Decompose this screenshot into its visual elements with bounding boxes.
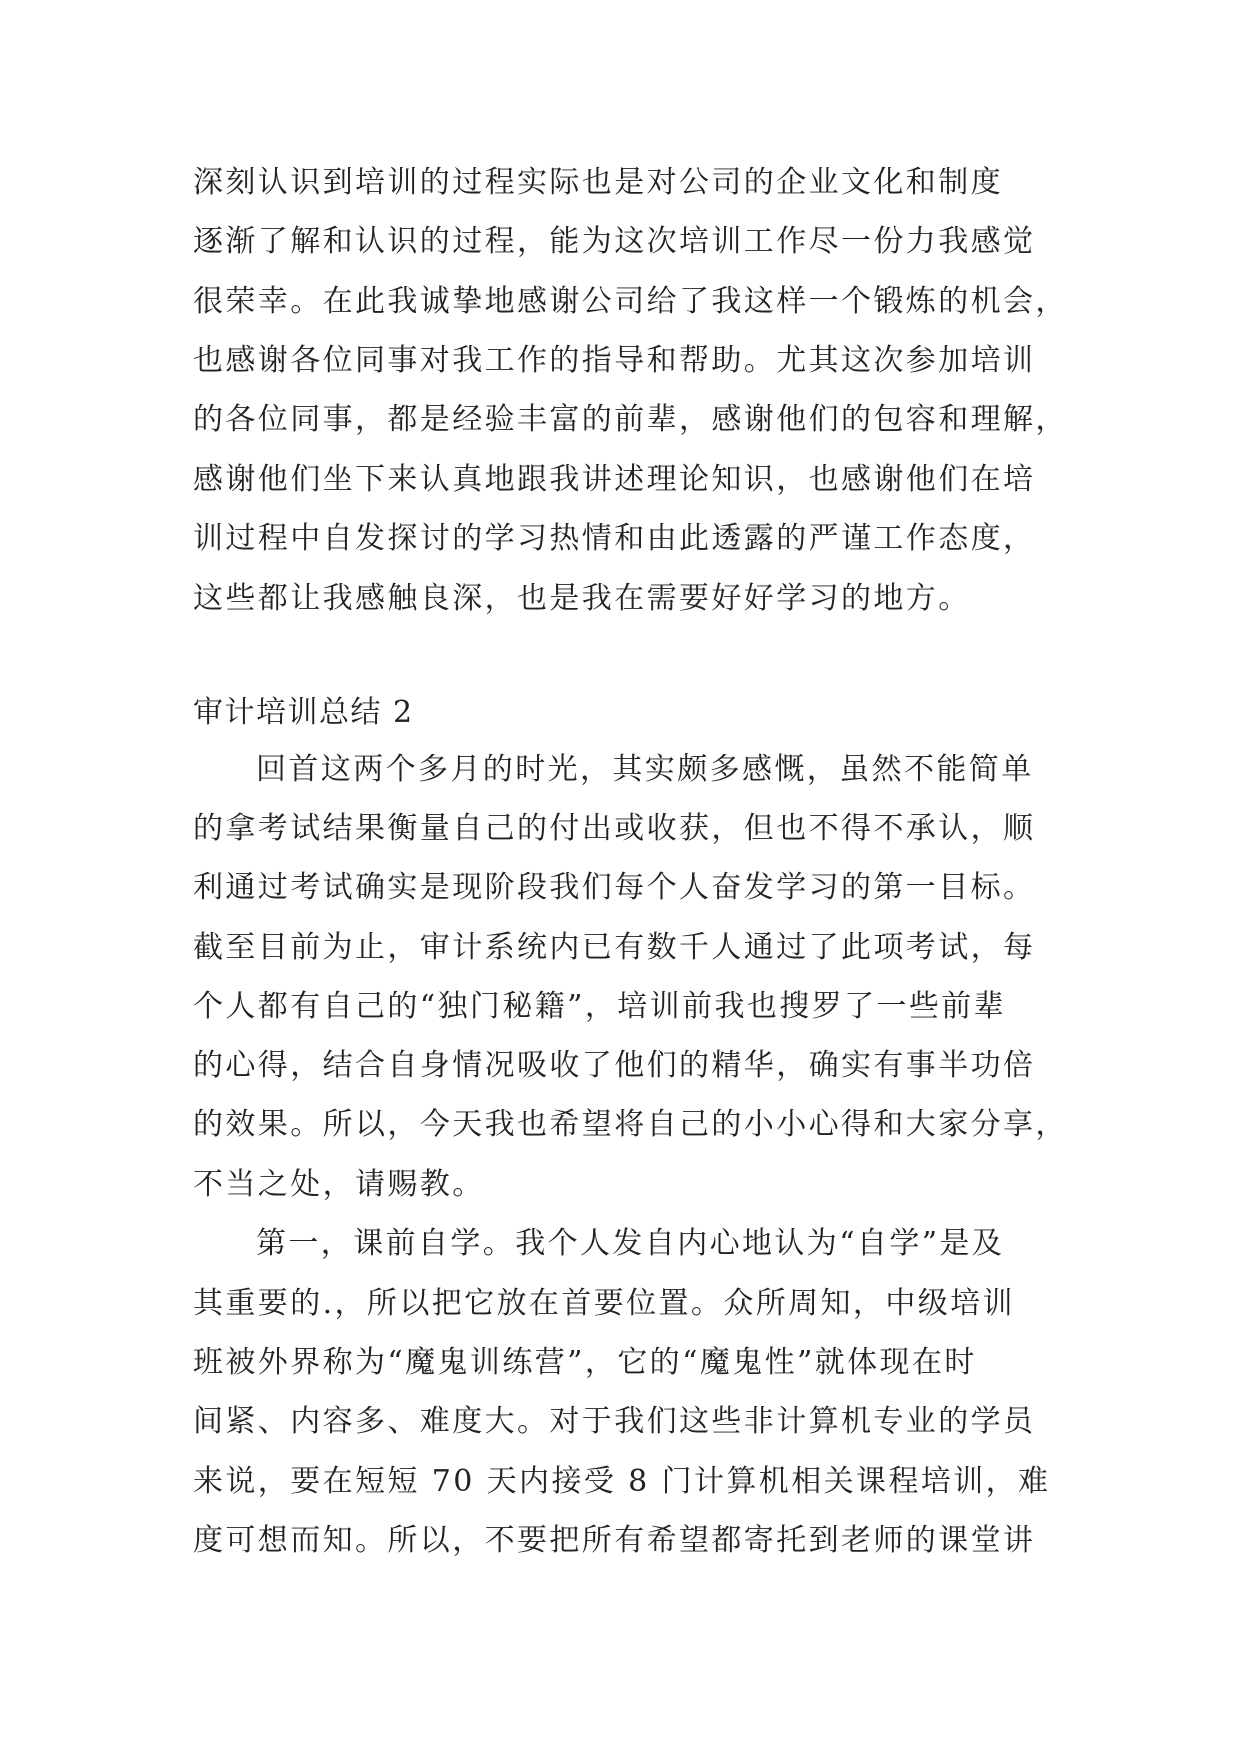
text-line: 其重要的.，所以把它放在首要位置。众所周知，中级培训 (193, 1286, 1015, 1321)
text-line: 很荣幸。在此我诚挚地感谢公司给了我这样一个锻炼的机会， (193, 284, 1068, 319)
text-line: 间紧、内容多、难度大。对于我们这些非计算机专业的学员 (193, 1404, 1036, 1439)
text-line: 个人都有自己的“独门秘籍”，培训前我也搜罗了一些前辈 (193, 989, 1007, 1024)
text-line: 的心得，结合自身情况吸收了他们的精华，确实有事半功倍 (193, 1048, 1036, 1083)
text-line: 逐渐了解和认识的过程，能为这次培训工作尽一份力我感觉 (193, 224, 1036, 259)
text-line: 度可想而知。所以，不要把所有希望都寄托到老师的课堂讲 (193, 1523, 1036, 1558)
text-line: 也感谢各位同事对我工作的指导和帮助。尤其这次参加培训 (193, 343, 1036, 378)
text-line: 的拿考试结果衡量自己的付出或收获，但也不得不承认，顺 (193, 811, 1036, 846)
text-line: 利通过考试确实是现阶段我们每个人奋发学习的第一目标。 (193, 870, 1036, 905)
text-line: 的各位同事，都是经验丰富的前辈，感谢他们的包容和理解， (193, 402, 1068, 437)
text-line: 第一，课前自学。我个人发自内心地认为“自学”是及 (256, 1226, 1005, 1261)
text-line: 回首这两个多月的时光，其实颇多感慨，虽然不能简单 (256, 752, 1034, 787)
text-line: 这些都让我感触良深，也是我在需要好好学习的地方。 (193, 581, 971, 616)
text-line: 的效果。所以，今天我也希望将自己的小小心得和大家分享， (193, 1107, 1068, 1142)
text-line: 截至目前为止，审计系统内已有数千人通过了此项考试，每 (193, 930, 1036, 965)
text-line: 班被外界称为“魔鬼训练营”，它的“魔鬼性”就体现在时 (193, 1345, 977, 1380)
text-line: 训过程中自发探讨的学习热情和由此透露的严谨工作态度， (193, 521, 1036, 556)
text-line: 不当之处，请赐教。 (193, 1167, 485, 1202)
text-line: 感谢他们坐下来认真地跟我讲述理论知识，也感谢他们在培 (193, 462, 1036, 497)
text-line: 深刻认识到培训的过程实际也是对公司的企业文化和制度 (193, 165, 1003, 200)
text-line: 来说，要在短短 70 天内接受 8 门计算机相关课程培训，难 (193, 1464, 1051, 1499)
section-heading: 审计培训总结 2 (193, 695, 414, 730)
